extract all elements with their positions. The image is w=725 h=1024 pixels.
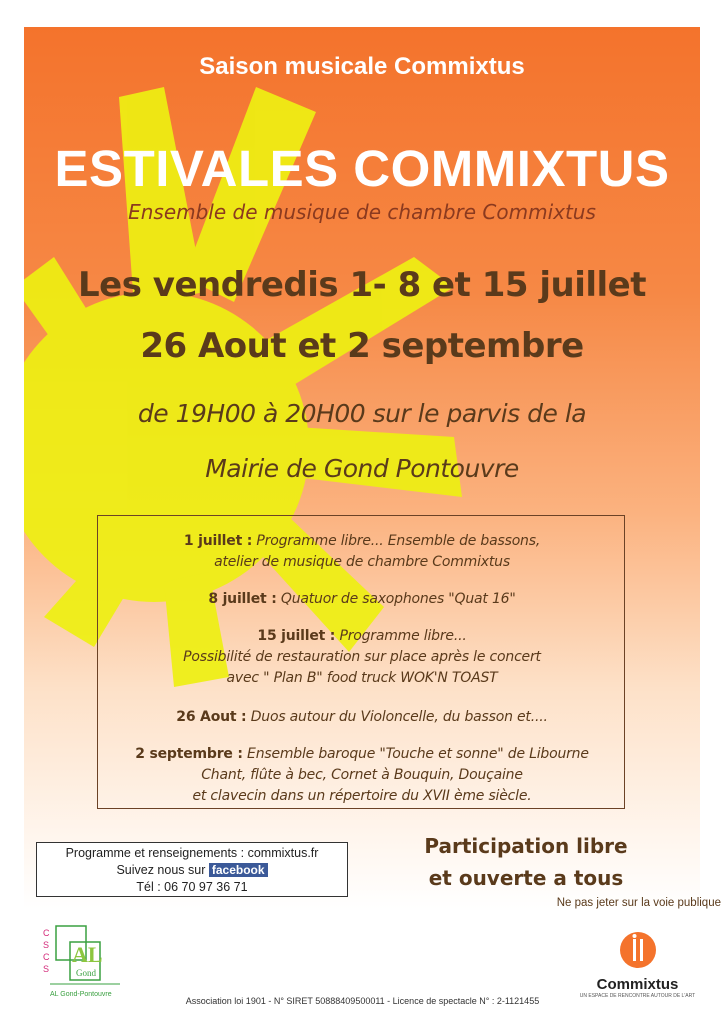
legal-footer: Association loi 1901 - N° SIRET 50888409500011 - Licence de spectacle N° : 2-1121455 [185, 996, 540, 1006]
participation-text [376, 830, 676, 894]
program-item [98, 589, 626, 610]
info-phone-line: Tél : 06 70 97 36 71 [136, 880, 248, 894]
commixtus-name: Commixtus [596, 976, 679, 993]
litter-notice: Ne pas jeter sur la voie publique [556, 897, 721, 909]
commixtus-tagline: UN ESPACE DE RENCONTRE AUTOUR DE L'ART [579, 993, 696, 999]
place-line: Mairie de Gond Pontouvre [205, 454, 519, 483]
subtitle: Ensemble de musique de chambre Commixtus [128, 200, 596, 224]
dates-line-2: 26 Aout et 2 septembre [140, 326, 584, 366]
program-item [98, 744, 626, 807]
facebook-badge[interactable]: facebook [209, 863, 268, 877]
program-text: atelier de musique de chambre Commixtus [214, 554, 510, 570]
program-date: 1 juillet : [183, 533, 253, 549]
program-text: Programme libre... Ensemble de bassons, [256, 533, 541, 549]
program-text: avec " Plan B" food truck WOK'N TOAST [226, 670, 498, 686]
al-letter: S [43, 940, 50, 950]
al-gond: Gond [76, 968, 96, 978]
program-date: 15 juillet : [257, 628, 336, 644]
program-text: Chant, flûte à bec, Cornet à Bouquin, Douçaine [201, 767, 523, 783]
al-letter: C [43, 952, 50, 962]
al-letter: S [43, 964, 50, 974]
program-text: Duos autour du Violoncelle, du basson et.... [250, 709, 548, 725]
al-letter: C [43, 928, 50, 938]
follow-text: Suivez nous sur [116, 863, 206, 877]
program-date: 26 Aout : [176, 709, 247, 725]
info-social-line [37, 862, 347, 879]
program-item [98, 626, 626, 689]
page-title: ESTIVALES COMMIXTUS [54, 140, 670, 197]
program-item [98, 531, 626, 573]
season-label: Saison musicale Commixtus [199, 53, 525, 80]
info-website-line: Programme et renseignements : commixtus.fr [65, 846, 319, 860]
participation-line-1: Participation libre [424, 834, 628, 858]
al-gond-pontouvre-logo [40, 922, 135, 1004]
contact-info-box [36, 842, 348, 897]
program-text: et clavecin dans un répertoire du XVII ème siècle. [192, 788, 532, 804]
al-caption: AL Gond-Pontouvre [50, 991, 112, 998]
program-item [98, 707, 626, 728]
program-text: Programme libre... [339, 628, 467, 644]
program-box [97, 515, 625, 809]
program-text: Possibilité de restauration sur place après le concert [183, 649, 541, 665]
dates-line-1: Les vendredis 1- 8 et 15 juillet [78, 265, 646, 305]
program-text: Ensemble baroque "Touche et sonne" de Libourne [247, 746, 589, 762]
al-logo-graphic [40, 922, 135, 1004]
poster-background [24, 27, 700, 909]
program-date: 8 juillet : [208, 591, 277, 607]
program-date: 2 septembre : [135, 746, 243, 762]
al-mark: AL [72, 942, 103, 967]
time-line: de 19H00 à 20H00 sur le parvis de la [137, 399, 587, 428]
commixtus-icon [618, 930, 658, 970]
participation-line-2: et ouverte a tous [428, 866, 624, 890]
program-text: Quatuor de saxophones "Quat 16" [280, 591, 516, 607]
